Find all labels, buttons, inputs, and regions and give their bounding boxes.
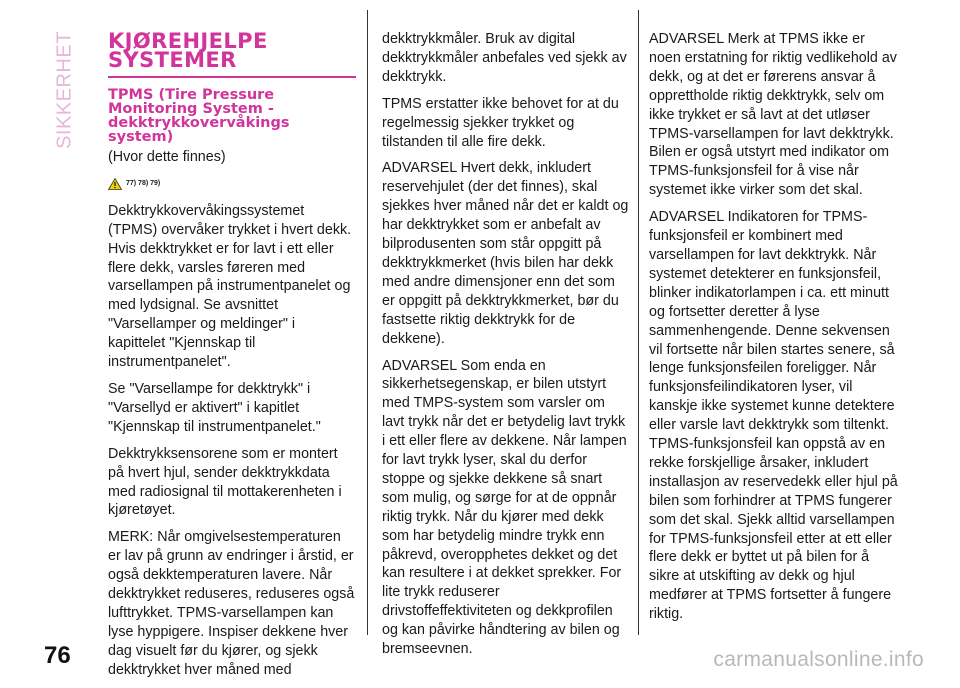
column-2 [382, 30, 630, 667]
section-heading: KJØREHJELPE SYSTEMER [108, 29, 268, 72]
column-divider [638, 10, 639, 635]
paragraph: Dekktrykksensorene som er montert på hvert hjul, sender dekktrykkdata med radiosignal til mottakerenheten i kjøretøyet. [108, 445, 342, 519]
warning-triangle-icon [108, 178, 122, 190]
warning-paragraph: ADVARSEL Merk at TPMS ikke er noen erstatning for riktig vedlikehold av dekk, og at det er førerens ansvar å opprettholde riktig dekktrykk, selv om ikke trykket er så lavt at det utløser TPMS-varsellampen for lavt dekktrykk. Bilen er også utstyrt med indikator om TPMS-funksjonsfeil for å vise når systemet ikke virker som det skal. [649, 31, 897, 199]
section-side-tab: SIKKERHET [53, 31, 76, 149]
reference-numbers: 77) 78) 79) [126, 179, 161, 187]
watermark: carmanualsonline.info [713, 648, 924, 671]
column-3 [649, 30, 899, 632]
availability-note: (Hvor dette finnes) [108, 149, 226, 165]
paragraph: dekktrykkmåler. Bruk av digital dekktrykkmåler anbefales ved sjekk av dekktrykk. [382, 31, 627, 85]
subheading: TPMS (Tire Pressure Monitoring System - dekktrykkovervåkings system) [108, 87, 290, 145]
column-divider [367, 10, 368, 635]
warning-paragraph: ADVARSEL Indikatoren for TPMS-funksjonsfeil er kombinert med varsellampen for lavt dekktrykk. Når systemet detekterer en funksjonsfeil, blinker indikatorlampen i ca. ett minutt og fortsetter deretter å lyse sammenhengende. Denne sekvensen vil fortsette når bilen startes senere, så lenge funksjonsfeilen foreligger. Når funksjonsfeilindikatoren lyser, vil kanskje ikke systemet kunne detektere eller varsle lavt dekktrykk som tiltenkt. TPMS-funksjonsfeil kan oppstå av en rekke forskjellige årsaker, inkludert installasjon av reservedekk eller hjul på bilen som forhindrer at TPMS fungerer som det skal. Sjekk alltid varsellampen for TPMS-funksjonsfeil etter at ett eller flere dekk er byttet ut på bilen for å sikre at utskifting av dekk og hjul medfører at TPMS fortsetter å fungere riktig. [649, 209, 898, 623]
warning-paragraph: ADVARSEL Som enda en sikkerhetsegenskap, er bilen utstyrt med TMPS-system som varsler om lavt trykk når det er betydelig lavt trykk i ett eller flere av dekkene. Når lampen for lavt trykk lyser, skal du derfor stoppe og sjekke dekkene så snart som mulig, og sørge for at de oppnår riktig trykk. Når du kjører med dekk som har betydelig mindre trykk enn påkrevd, overopphetes dekket og det kan resultere i at dekket sprekker. For lite trykk reduserer drivstoffeffektiviteten og dekkprofilen og kan påvirke håndtering av bilen og bremseevnen. [382, 357, 627, 658]
paragraph: Dekktrykkovervåkingssystemet (TPMS) overvåker trykket i hvert dekk. Hvis dekktrykket er for lavt i ett eller flere dekk, varsles føreren med varsellampen på instrumentpanelet og med lydsignal. Se avsnittet "Varsellamper og meldinger" i kapittelet "Kjennskap til instrumentpanelet". [108, 202, 352, 371]
paragraph: Se "Varsellampe for dekktrykk" i "Varsellyd er aktivert" i kapitlet "Kjennskap til instrumentpanelet." [108, 380, 321, 435]
warning-paragraph: ADVARSEL Hvert dekk, inkludert reservehjulet (der det finnes), skal sjekkes hver måned når det er kaldt og har dekktrykket som er anbefalt av bilprodusenten som står oppgitt på dekktrykkmerket (hvis bilen har dekk med andre dimensjoner enn det som er oppgitt på dekktrykkmerket, bør du fastsette riktig dekktrykk for de dekkene). [382, 160, 629, 347]
column-1 [108, 30, 356, 688]
page-number: 76 [44, 642, 71, 669]
warning-reference [108, 175, 356, 194]
paragraph: MERK: Når omgivelsestemperaturen er lav på grunn av endringer i årstid, er også dekktemperaturen lavere. Når dekktrykket reduseres, reduseres også lufttrykket. TPMS-varsellampen kan lyse hyppigere. Inspiser dekkene hver dag visuelt før du kjører, og sjekk dekktrykket hver måned med [108, 529, 355, 678]
heading-underline [108, 76, 356, 78]
paragraph: TPMS erstatter ikke behovet for at du regelmessig sjekker trykket og tilstanden til alle fire dekk. [382, 95, 619, 150]
